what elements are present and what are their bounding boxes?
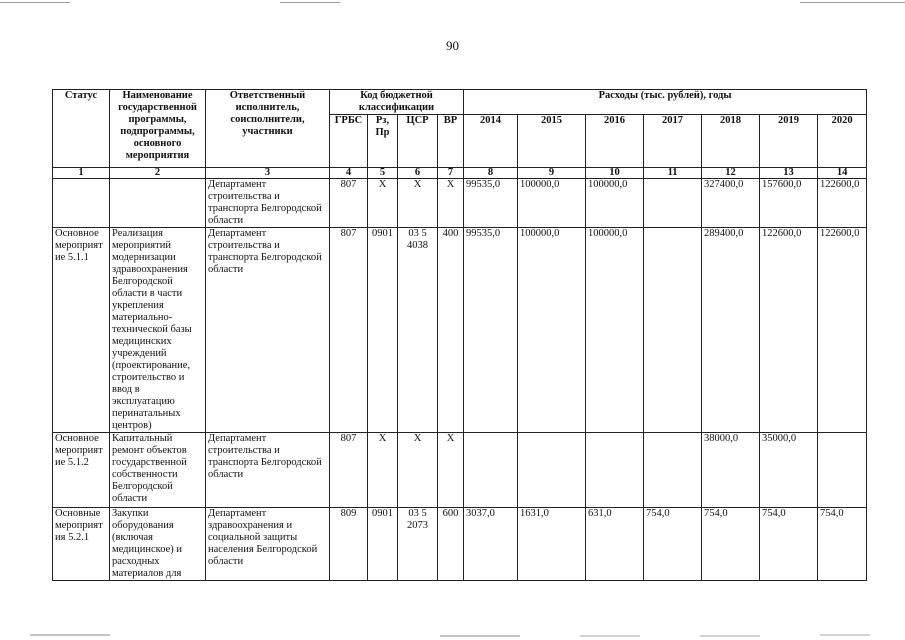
row-value: 3037,0: [464, 508, 518, 581]
row-vr: 600: [438, 508, 464, 581]
row-value: 289400,0: [702, 228, 760, 433]
row-rz: X: [368, 433, 398, 508]
column-number: 14: [818, 168, 867, 179]
row-name: Капитальный ремонт объектов государственной собственности Белгородской области: [110, 433, 206, 508]
column-number: 2: [110, 168, 206, 179]
row-vr: X: [438, 433, 464, 508]
header-year: 2015: [518, 115, 586, 168]
row-grbs: 807: [330, 433, 368, 508]
row-grbs: 807: [330, 228, 368, 433]
row-csr: 03 5 2073: [398, 508, 438, 581]
row-value: 100000,0: [518, 179, 586, 228]
row-rz: X: [368, 179, 398, 228]
column-number: 1: [53, 168, 110, 179]
budget-table: [52, 89, 867, 581]
column-number: 4: [330, 168, 368, 179]
column-number: 11: [644, 168, 702, 179]
row-grbs: 809: [330, 508, 368, 581]
column-number: 8: [464, 168, 518, 179]
column-number: 13: [760, 168, 818, 179]
row-csr: X: [398, 433, 438, 508]
header-responsible: Ответственный исполнитель, соисполнители, участники: [206, 90, 330, 168]
row-value: [818, 433, 867, 508]
scan-artifact-line: [280, 2, 340, 3]
row-value: 38000,0: [702, 433, 760, 508]
row-value: 157600,0: [760, 179, 818, 228]
row-status: Основное мероприятие 5.1.2: [53, 433, 110, 508]
row-name: Реализация мероприятий модернизации здравоохранения Белгородской области в части укрепления материально-технической базы медицинских учреждений (проектирование, строительство и ввод в эксплуатацию перинатальных центров): [110, 228, 206, 433]
row-value: 754,0: [702, 508, 760, 581]
header-year: 2017: [644, 115, 702, 168]
table-row: [53, 179, 867, 228]
row-status: [53, 179, 110, 228]
header-year: 2020: [818, 115, 867, 168]
row-status: Основные мероприятия 5.2.1: [53, 508, 110, 581]
column-number: 7: [438, 168, 464, 179]
row-value: 327400,0: [702, 179, 760, 228]
row-name: [110, 179, 206, 228]
row-responsible: Департамент строительства и транспорта Белгородской области: [206, 433, 330, 508]
column-number: 10: [586, 168, 644, 179]
header-name: Наименование государственной программы, подпрограммы, основного мероприятия: [110, 90, 206, 168]
scan-artifact-bottom: [0, 632, 905, 640]
header-budget-code: Код бюджетной классификации: [330, 90, 464, 115]
header-row-1: [53, 90, 867, 115]
row-value: 1631,0: [518, 508, 586, 581]
scan-artifact-line: [0, 2, 70, 3]
header-status: Статус: [53, 90, 110, 168]
row-value: [644, 433, 702, 508]
header-rz: Рз, Пр: [368, 115, 398, 168]
column-number: 3: [206, 168, 330, 179]
row-vr: X: [438, 179, 464, 228]
row-csr: X: [398, 179, 438, 228]
row-value: [586, 433, 644, 508]
row-csr: 03 5 4038: [398, 228, 438, 433]
row-value: 35000,0: [760, 433, 818, 508]
row-status: Основное мероприятие 5.1.1: [53, 228, 110, 433]
row-value: 100000,0: [586, 179, 644, 228]
column-number: 12: [702, 168, 760, 179]
table-row: [53, 228, 867, 433]
row-name: Закупки оборудования (включая медицинское) и расходных материалов для: [110, 508, 206, 581]
row-value: 99535,0: [464, 228, 518, 433]
header-year: 2019: [760, 115, 818, 168]
row-value: [644, 179, 702, 228]
column-number: 5: [368, 168, 398, 179]
header-year: 2014: [464, 115, 518, 168]
header-vr: ВР: [438, 115, 464, 168]
page-number: 90: [446, 38, 459, 53]
row-value: 754,0: [818, 508, 867, 581]
row-value: 99535,0: [464, 179, 518, 228]
row-value: 100000,0: [586, 228, 644, 433]
row-responsible: Департамент здравоохранения и социальной защиты населения Белгородской области: [206, 508, 330, 581]
column-number: 6: [398, 168, 438, 179]
row-rz: 0901: [368, 508, 398, 581]
row-value: 631,0: [586, 508, 644, 581]
row-value: 754,0: [760, 508, 818, 581]
header-year: 2018: [702, 115, 760, 168]
row-value: [464, 433, 518, 508]
table-row: [53, 508, 867, 581]
header-expenses: Расходы (тыс. рублей), годы: [464, 90, 867, 115]
column-number-row: [53, 168, 867, 179]
row-value: 122600,0: [818, 228, 867, 433]
row-value: 100000,0: [518, 228, 586, 433]
row-responsible: Департамент строительства и транспорта Белгородской области: [206, 179, 330, 228]
row-value: 754,0: [644, 508, 702, 581]
header-year: 2016: [586, 115, 644, 168]
row-grbs: 807: [330, 179, 368, 228]
scan-artifact-line: [800, 2, 905, 3]
row-rz: 0901: [368, 228, 398, 433]
row-responsible: Департамент строительства и транспорта Белгородской области: [206, 228, 330, 433]
row-value: 122600,0: [760, 228, 818, 433]
row-value: 122600,0: [818, 179, 867, 228]
table-row: [53, 433, 867, 508]
row-value: [518, 433, 586, 508]
column-number: 9: [518, 168, 586, 179]
header-csr: ЦСР: [398, 115, 438, 168]
row-value: [644, 228, 702, 433]
header-grbs: ГРБС: [330, 115, 368, 168]
row-vr: 400: [438, 228, 464, 433]
